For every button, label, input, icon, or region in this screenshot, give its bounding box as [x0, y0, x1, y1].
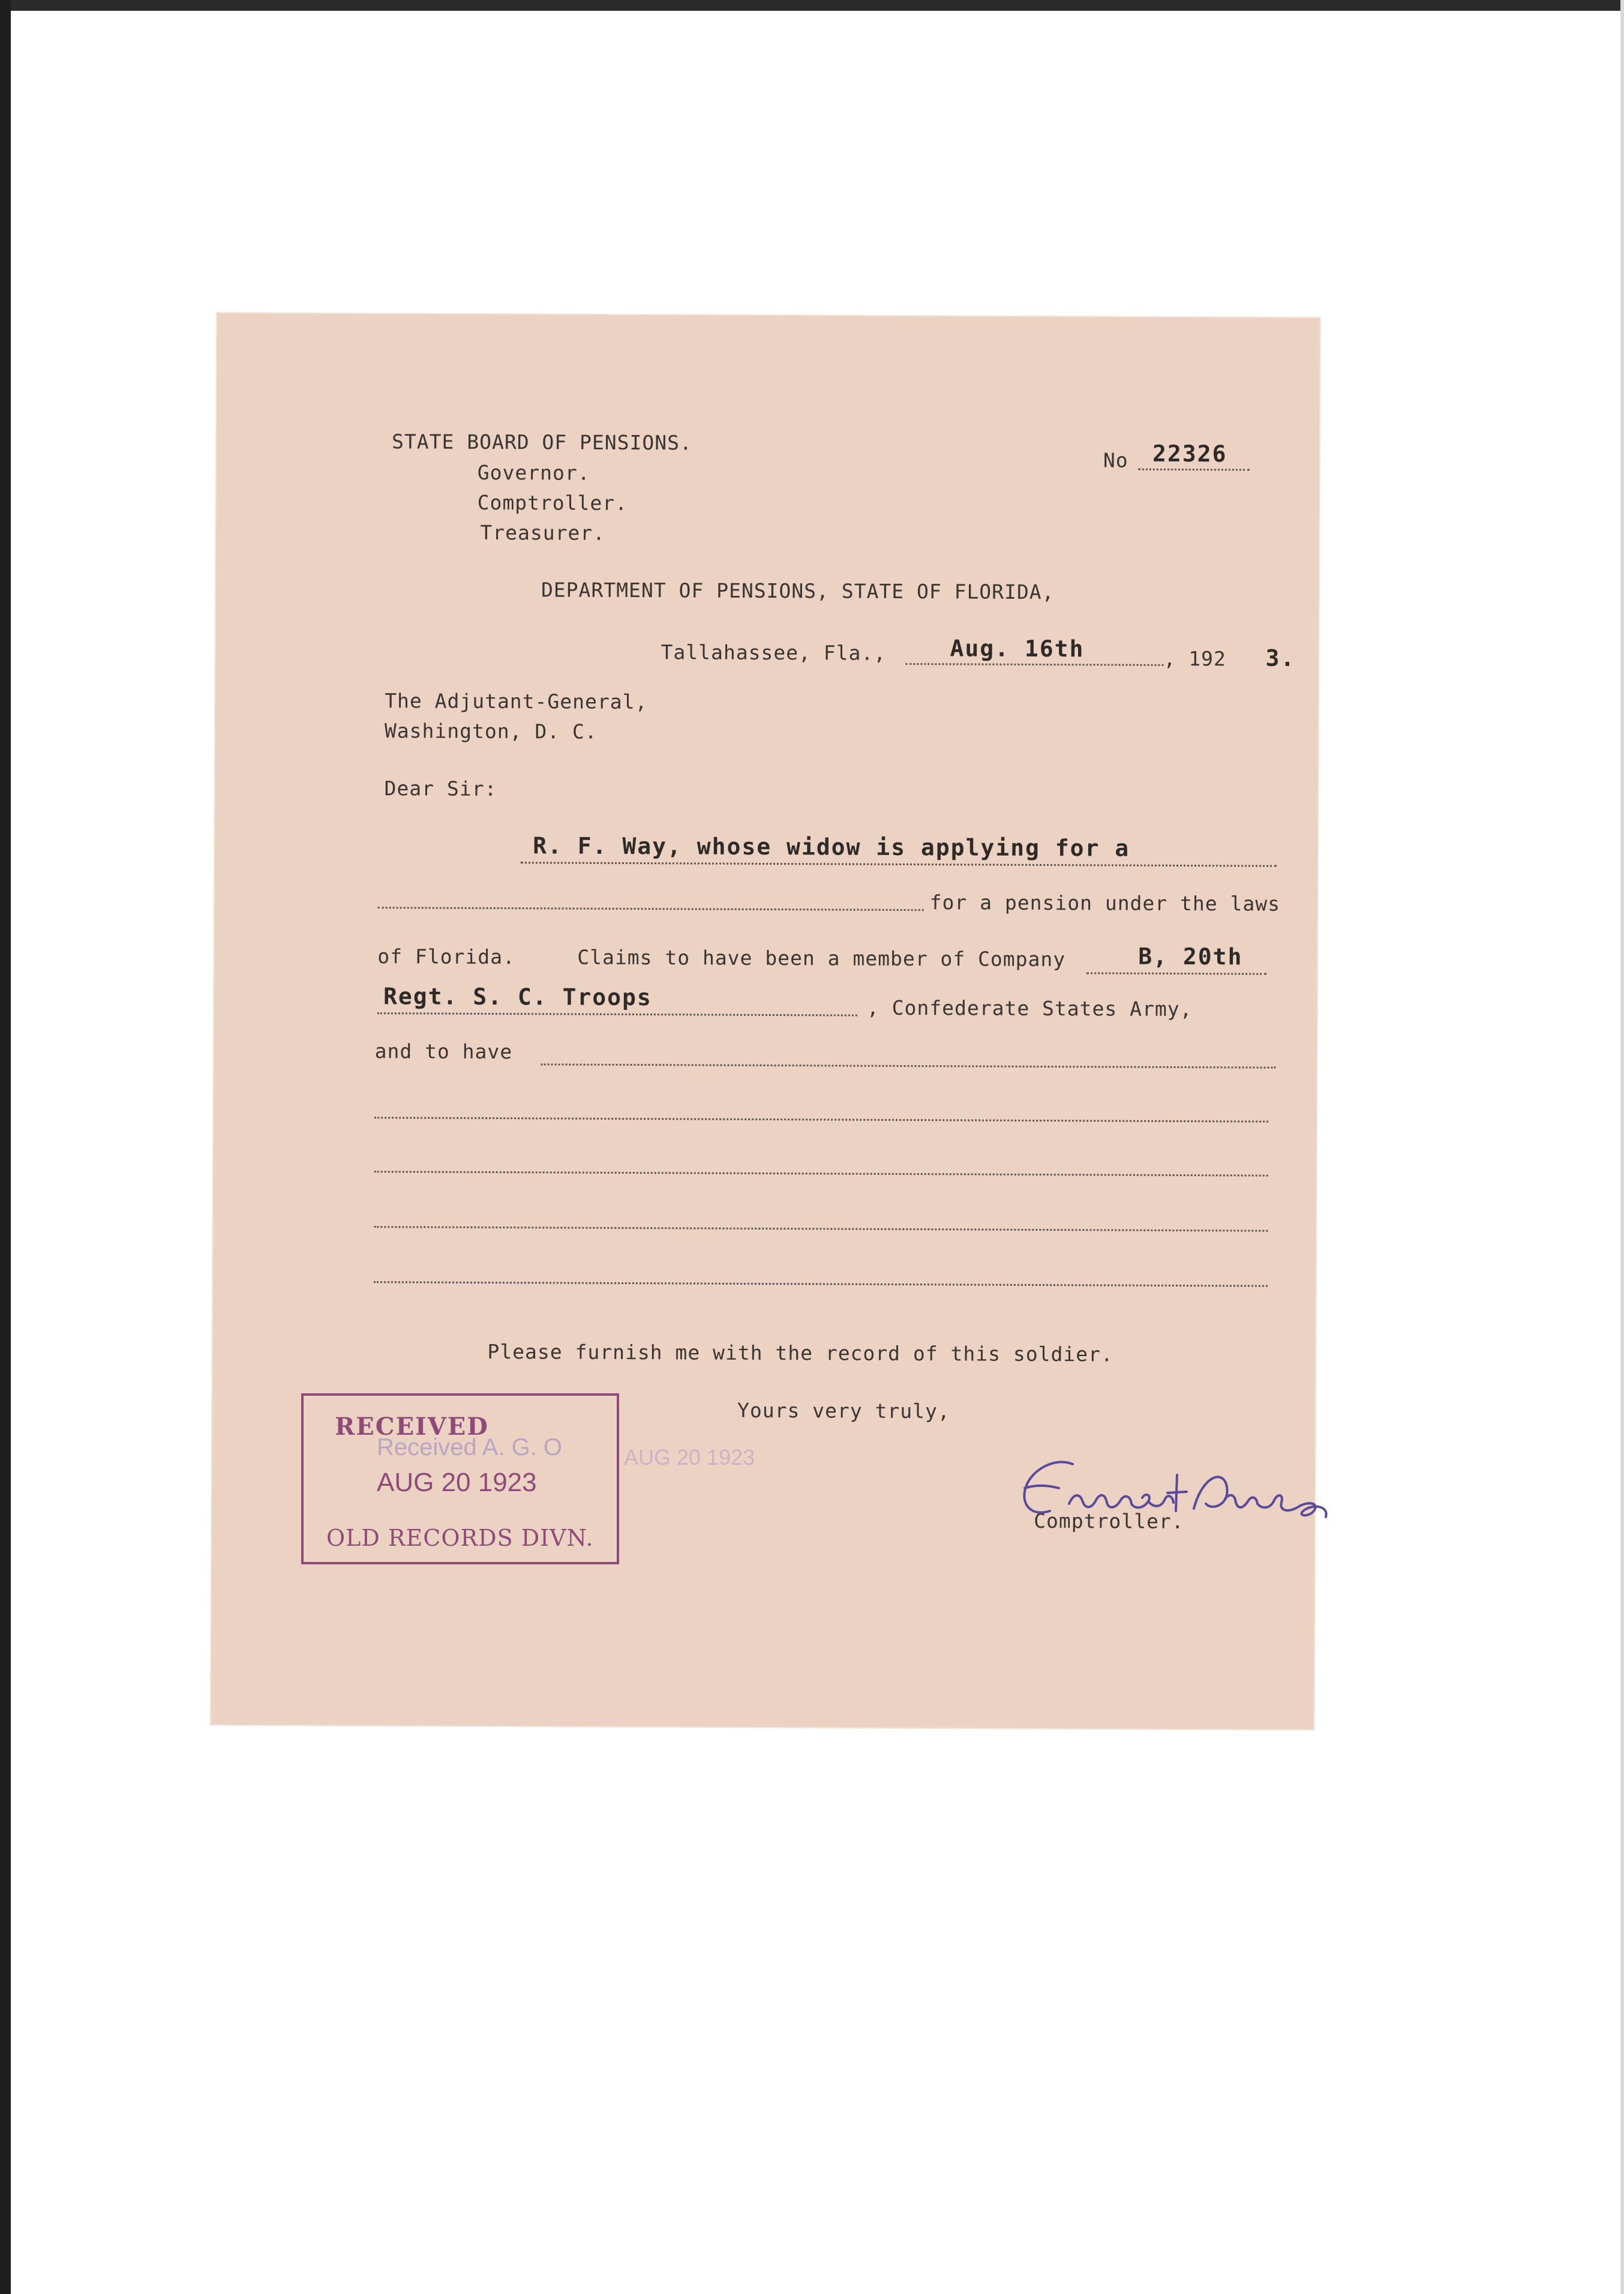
- addressee-line1: The Adjutant-General,: [385, 689, 648, 714]
- typed-line-1: R. F. Way, whose widow is applying for a: [533, 832, 1130, 862]
- member-governor: Governor.: [477, 460, 590, 485]
- rule-line-5: [374, 1171, 1268, 1177]
- rule-line-3: [541, 1063, 1276, 1068]
- date-rule: [905, 663, 1163, 666]
- department-heading: DEPARTMENT OF PENSIONS, STATE OF FLORIDA,: [541, 578, 1055, 604]
- rule-line-1: [521, 862, 1277, 866]
- pension-text: for a pension under the laws: [929, 890, 1281, 916]
- salutation: Dear Sir:: [384, 776, 497, 801]
- ago-overprint-date: AUG 20 1923: [624, 1445, 755, 1470]
- stamp-received: RECEIVED: [335, 1413, 489, 1441]
- rule-line-6: [374, 1226, 1268, 1232]
- scan-edge-right: [1620, 0, 1624, 2294]
- scan-edge-left: [0, 0, 11, 2294]
- member-comptroller: Comptroller.: [477, 490, 628, 515]
- number-rule: [1138, 469, 1250, 471]
- valediction: Yours very truly,: [737, 1398, 950, 1423]
- florida-text: of Florida.: [377, 944, 515, 969]
- rule-line-4: [374, 1117, 1268, 1123]
- rule-line-2: [378, 907, 924, 911]
- dateline-year-digit: 3.: [1265, 644, 1296, 671]
- stamp-date: AUG 20 1923: [377, 1468, 537, 1497]
- company-rule: [1086, 972, 1266, 974]
- dateline-year-prefix: , 192: [1163, 646, 1226, 671]
- number-label: No: [1103, 448, 1128, 472]
- rule-line-7: [374, 1281, 1268, 1287]
- signature-image: [1002, 1451, 1338, 1541]
- stamp-division: OLD RECORDS DIVN.: [326, 1525, 594, 1551]
- comptroller-title: Comptroller.: [1034, 1509, 1184, 1534]
- company-value: B, 20th: [1138, 943, 1243, 970]
- board-title: STATE BOARD OF PENSIONS.: [391, 430, 692, 455]
- confederate-text: , Confederate States Army,: [866, 995, 1193, 1021]
- scan-edge-top: [0, 0, 1624, 11]
- member-treasurer: Treasurer.: [480, 520, 606, 545]
- dateline-date: Aug. 16th: [950, 635, 1085, 662]
- ago-overprint: Received A. G. O: [377, 1434, 563, 1461]
- regiment-value: Regt. S. C. Troops: [383, 983, 652, 1011]
- claims-text: Claims to have been a member of Company: [577, 945, 1066, 971]
- addressee-line2: Washington, D. C.: [384, 719, 598, 743]
- regiment-rule: [377, 1012, 857, 1016]
- dateline-place: Tallahassee, Fla.,: [661, 640, 887, 665]
- request-text: Please furnish me with the record of this soldier.: [487, 1339, 1113, 1366]
- received-stamp: [301, 1393, 619, 1564]
- number-value: 22326: [1152, 440, 1227, 467]
- and-to-have: and to have: [374, 1039, 513, 1064]
